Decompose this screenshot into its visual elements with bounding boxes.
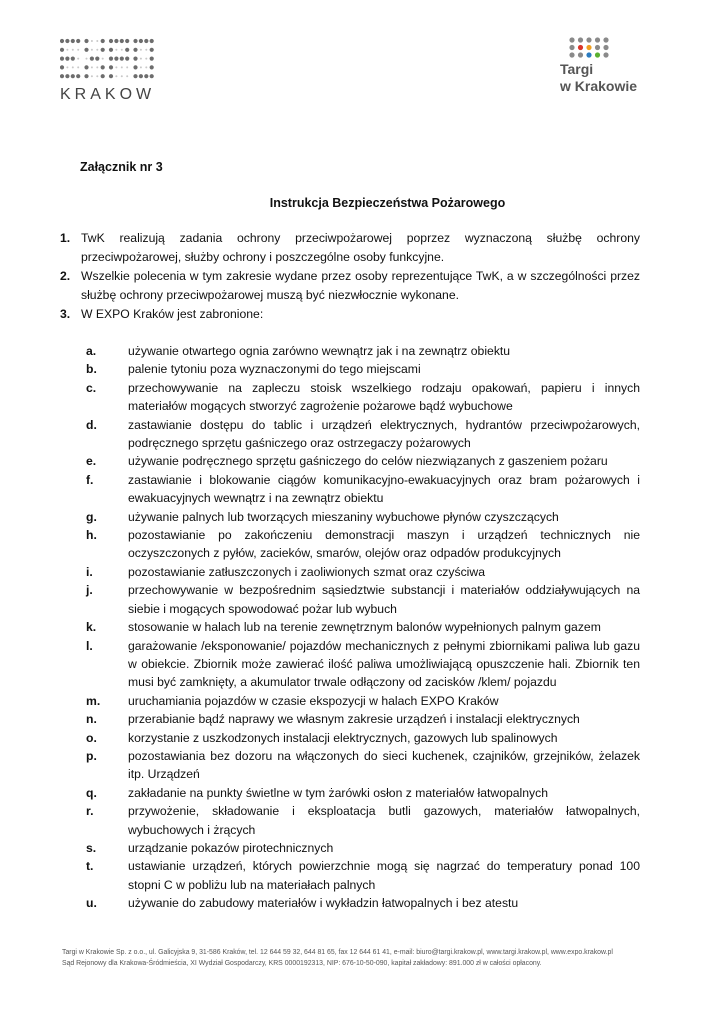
logo-dot: [121, 75, 123, 77]
list-item-letter: m.: [86, 693, 101, 708]
list-item: [86, 729, 640, 747]
logo-dot: [60, 57, 64, 61]
logo-dot: [150, 39, 154, 43]
list-item: [86, 581, 640, 618]
logo-dot: [115, 75, 117, 77]
logo-dot: [66, 49, 68, 51]
list-item-letter: r.: [86, 804, 94, 819]
logo-dot: [133, 65, 137, 69]
annex-label: Załącznik nr 3: [80, 160, 163, 174]
logo-dot: [126, 66, 128, 68]
logo-dot: [603, 37, 608, 42]
list-item-letter: b.: [86, 362, 97, 377]
list-item: [86, 471, 640, 508]
logo-dot: [76, 74, 80, 78]
logo-dot: [145, 49, 147, 51]
list-item-text: pozostawianie zatłuszczonych i zaoliwionych szmat oraz czyściwa: [128, 564, 485, 579]
point-2: 2. Wszelkie polecenia w tym zakresie wydane przez osoby reprezentujące TwK, a w szczególności przez służbę ochrony przeciwpożarowej muszą być niezwłocznie wykonane.: [60, 269, 640, 302]
list-item: [86, 784, 640, 802]
list-item: [86, 618, 640, 636]
logo-dot: [109, 57, 113, 61]
logo-dot: [84, 74, 88, 78]
logo-dot: [77, 49, 79, 51]
logo-dot: [595, 45, 600, 50]
logo-dot: [65, 57, 69, 61]
logo-dot: [101, 39, 105, 43]
logo-dot: [603, 45, 608, 50]
list-item-letter: k.: [86, 620, 97, 635]
logo-dot: [145, 58, 147, 60]
list-item-letter: t.: [86, 859, 94, 874]
list-item-text: używanie do zabudowy materiałów i wykładzin łatwopalnych i bez atestu: [128, 896, 519, 911]
list-item-text: przerabianie bądź naprawy we własnym zakresie urządzeń i instalacji elektrycznych: [128, 712, 580, 727]
list-item-text: przywożenie, składowanie i eksploatacja butli gazowych, materiałów łatwopalnych, wybuchowych i żrących: [128, 804, 640, 837]
logo-dot: [133, 57, 137, 61]
list-item: [86, 692, 640, 710]
list-item: [86, 747, 640, 784]
logo-dot: [144, 74, 148, 78]
logo-dot: [569, 37, 574, 42]
logo-dot: [125, 39, 129, 43]
list-item-text: palenie tytoniu poza wyznaczonymi do tego miejscami: [128, 362, 421, 377]
logo-dot: [595, 52, 600, 57]
logo-dot: [569, 52, 574, 57]
list-item-letter: n.: [86, 712, 97, 727]
logo-dot: [66, 66, 68, 68]
targi-dot-mark: [568, 36, 618, 60]
logo-dot: [578, 45, 583, 50]
list-item-letter: f.: [86, 472, 94, 487]
list-item-text: ustawianie urządzeń, których powierzchnie mogą się nagrzać do temperatury ponad 100 stopni C w pobliżu lub na materiałach palnych: [128, 859, 640, 892]
logo-dot: [120, 39, 124, 43]
logo-dot: [71, 57, 75, 61]
logo-dot: [72, 49, 74, 51]
list-item-text: zastawianie dostępu do tablic i urządzeń elektrycznych, hydrantów przeciwpożarowych, podręcznego sprzętu gaśniczego oraz ostrzegaczy pożarowych: [128, 417, 640, 451]
logo-dot: [586, 52, 591, 57]
logo-dot: [603, 52, 608, 57]
logo-dot: [60, 48, 64, 52]
targi-w-krakowie-logo: [560, 36, 670, 94]
document-title: Instrukcja Bezpieczeństwa Pożarowego: [269, 196, 506, 210]
logo-dot: [115, 49, 117, 51]
list-item-text: garażowanie /eksponowanie/ pojazdów mechanicznych z pełnymi zbiornikami paliwa lub gazu w obiekcie. Zbiornik może zawierać ilość paliwa umożliwiającą opuszczenie hali. Zbiornik ten musi być zamknięty, a akumulator trwale odłączony od zacisków /klem/ pojazdu: [128, 638, 640, 690]
logo-dot: [115, 66, 117, 68]
logo-dot: [578, 52, 583, 57]
logo-dot: [140, 49, 142, 51]
logo-dot: [133, 74, 137, 78]
logo-dot: [96, 75, 98, 77]
footer-line-1: Targi w Krakowie Sp. z o.o., ul. Galicyjska 9, 31-586 Kraków, tel. 12 644 59 32, 644 81 65, fax 12 644 61 41, e-mail: biuro@targi.krakow.pl, www.targi.krakow.pl, www.expo.krakow.pl: [62, 949, 613, 956]
logo-dot: [125, 48, 129, 52]
logo-dot: [91, 66, 93, 68]
logo-dot: [150, 74, 154, 78]
list-item: [86, 637, 640, 692]
logo-dot: [145, 66, 147, 68]
list-item-letter: d.: [86, 417, 97, 432]
logo-dot: [133, 48, 137, 52]
list-item: [86, 710, 640, 728]
logo-dot: [76, 39, 80, 43]
list-item-text: zakładanie na punkty świetlne w tym żarówki osłon z materiałów łatwopalnych: [128, 785, 548, 800]
logo-dot: [120, 57, 124, 61]
logo-dot: [91, 40, 93, 42]
list-item: [86, 802, 640, 839]
list-item-letter: a.: [86, 344, 97, 358]
list-item-text: używanie palnych lub tworzących mieszaniny wybuchowe płynów czyszczących: [128, 509, 559, 524]
list-item-letter: q.: [86, 785, 97, 800]
logo-dot: [77, 58, 79, 60]
logo-dot: [91, 49, 93, 51]
list-item: [86, 360, 640, 378]
logo-dot: [133, 39, 137, 43]
logo-dot: [121, 66, 123, 68]
logo-dot: [114, 39, 118, 43]
logo-dot: [109, 48, 113, 52]
logo-targi-line2: w Krakowie: [560, 78, 638, 94]
list-item: [86, 563, 640, 581]
logo-dot: [109, 39, 113, 43]
logo-dot: [109, 74, 113, 78]
logo-dot: [71, 74, 75, 78]
logo-dot: [126, 75, 128, 77]
list-item-text: używanie podręcznego sprzętu gaśniczego do celów niezwiązanych z gaszeniem pożaru: [128, 454, 608, 469]
logo-dot: [72, 66, 74, 68]
logo-dot: [84, 48, 88, 52]
logo-dot: [139, 74, 143, 78]
list-item: [86, 508, 640, 526]
prohibitions-list: [86, 342, 640, 913]
logo-dot: [121, 49, 123, 51]
logo-dot: [77, 66, 79, 68]
list-item-letter: p.: [86, 748, 97, 763]
logo-dot: [150, 65, 154, 69]
list-item-text: stosowanie w halach lub na terenie zewnętrznym balonów wypełnionych palnym gazem: [128, 620, 601, 635]
logo-dot: [586, 37, 591, 42]
list-item-letter: e.: [86, 454, 97, 469]
numbered-points: [60, 229, 640, 324]
list-item-text: uruchamiania pojazdów w czasie ekspozycji w halach EXPO Kraków: [128, 693, 499, 708]
list-item: [86, 526, 640, 563]
logo-dot: [90, 57, 94, 61]
list-item: [86, 839, 640, 857]
logo-dot: [91, 75, 93, 77]
list-item-text: pozostawianie po zakończeniu demonstracji maszyn i urządzeń technicznych nie oczyszczonych z pyłów, zacieków, smarów, olejów oraz odpadów produkcyjnych: [128, 528, 640, 561]
logo-dot: [84, 65, 88, 69]
list-item: [86, 379, 640, 416]
list-item-letter: u.: [86, 896, 97, 911]
logo-dot: [140, 58, 142, 60]
logo-dot: [96, 66, 98, 68]
list-item-letter: h.: [86, 528, 97, 543]
logo-dot: [102, 58, 104, 60]
logo-dot: [139, 39, 143, 43]
list-item-letter: i.: [86, 564, 93, 579]
list-item: [86, 452, 640, 470]
point-3: 3. W EXPO Kraków jest zabronione:: [60, 307, 264, 321]
logo-dot: [569, 45, 574, 50]
logo-dot: [109, 65, 113, 69]
list-item-text: urządzanie pokazów pirotechnicznych: [128, 840, 334, 855]
logo-dot: [150, 48, 154, 52]
logo-dot: [60, 65, 64, 69]
list-item-letter: o.: [86, 730, 97, 745]
list-item-letter: s.: [86, 840, 97, 855]
list-item-text: przechowywanie w bezpośrednim sąsiedztwie substancji i materiałów oddziaływujących na siebie i mogących spowodować pożar lub wybuch: [128, 583, 640, 616]
logo-dot: [60, 39, 64, 43]
list-item: [86, 857, 640, 894]
list-item-letter: g.: [86, 509, 97, 524]
logo-dot: [595, 37, 600, 42]
page-footer: [62, 947, 672, 969]
logo-dot: [60, 74, 64, 78]
logo-dot: [96, 40, 98, 42]
logo-dot: [95, 57, 99, 61]
logo-dot: [71, 39, 75, 43]
logo-dot: [96, 49, 98, 51]
logo-dot: [144, 39, 148, 43]
logo-targi-line1: Targi: [560, 61, 594, 77]
list-item: [86, 342, 640, 360]
logo-dot: [125, 57, 129, 61]
list-item-text: zastawianie i blokowanie ciągów komunikacyjno-ewakuacyjnych oraz bram pożarowych i ewakuacyjnych wewnątrz i na zewnątrz obiektu: [128, 472, 640, 506]
logo-dot: [578, 37, 583, 42]
logo-city-text: KRAKOW: [60, 86, 156, 103]
logo-dot: [65, 74, 69, 78]
expo-krakow-logo: [60, 38, 160, 104]
logo-dot: [65, 39, 69, 43]
list-item-letter: l.: [86, 638, 93, 653]
logo-dot: [114, 57, 118, 61]
logo-dot: [101, 48, 105, 52]
footer-line-2: Sąd Rejonowy dla Krakowa-Śródmieścia, XI Wydział Gospodarczy, KRS 0000192313, NIP: 676-10-50-090, kapitał zakładowy: 891.000 zł w całości opłacony.: [62, 960, 542, 967]
list-item-text: pozostawiania bez dozoru na włączonych do sieci kuchenek, czajników, grzejników, żelazek itp. Urządzeń: [128, 748, 640, 782]
list-item: [86, 894, 640, 912]
logo-dot: [586, 45, 591, 50]
list-item-letter: c.: [86, 380, 97, 395]
logo-dot: [101, 65, 105, 69]
list-item-text: używanie otwartego ognia zarówno wewnątrz jak i na zewnątrz obiektu: [128, 344, 511, 358]
list-item: [86, 416, 640, 453]
list-item-text: korzystanie z uszkodzonych instalacji elektrycznych, gazowych lub spalinowych: [128, 730, 558, 745]
logo-dot: [140, 66, 142, 68]
list-item-text: przechowywanie na zapleczu stoisk wszelkiego rodzaju opakowań, papieru i innych materiałów mogących stworzyć zagrożenie pożarowe bądź wybuchowe: [128, 380, 640, 414]
logo-dot: [84, 39, 88, 43]
list-item-letter: j.: [86, 583, 93, 598]
logo-dot: [150, 57, 154, 61]
point-1: 1. TwK realizują zadania ochrony przeciwpożarowej poprzez wyznaczoną służbę ochrony przeciwpożarowej, służby ochrony i poszczególne osoby funkcyjne.: [60, 231, 640, 264]
logo-dot: [101, 74, 105, 78]
expo-dot-mark: [60, 38, 156, 82]
logo-dot: [86, 58, 88, 60]
